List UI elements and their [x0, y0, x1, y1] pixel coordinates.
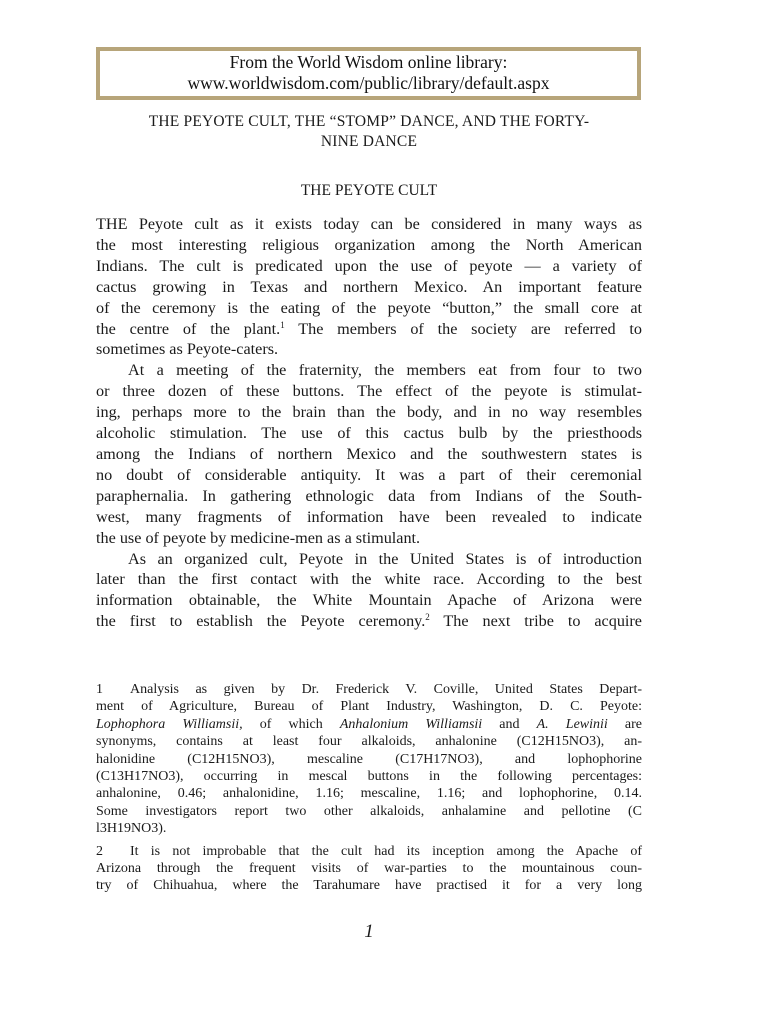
species-name: Lophophora Williamsii, — [96, 716, 243, 732]
text-line: no doubt of considerable antiquity. It was a part of their ceremonial — [96, 465, 642, 484]
footnote-ref-2[interactable]: 2 — [425, 612, 430, 623]
library-banner — [96, 47, 641, 100]
footnote-1 — [96, 681, 642, 838]
page-number: 1 — [364, 921, 374, 942]
species-name: A. Lewinii — [536, 716, 608, 732]
chapter-title-line-2: NINE DANCE — [320, 133, 418, 150]
text-segment: The next tribe to acquire — [429, 612, 642, 631]
text-segment: The members of the society are referred to — [284, 319, 642, 338]
text-line: ing, perhaps more to the brain than the body, and in no way resembles — [96, 403, 642, 422]
text-line — [96, 319, 642, 340]
footnote-2 — [96, 843, 642, 895]
chapter-title-line-1: THE PEYOTE CULT, THE “STOMP” DANCE, AND THE FORTY- — [148, 113, 590, 130]
footnote-ref-1[interactable]: 1 — [280, 319, 285, 330]
text-line: cactus growing in Texas and northern Mexico. An important feature — [96, 277, 642, 296]
section-title: THE PEYOTE CULT — [300, 182, 438, 199]
text-segment: Analysis as given by Dr. Frederick V. Coville, United States Depart- — [130, 682, 642, 697]
paragraph-2 — [96, 360, 642, 548]
paragraph-1 — [96, 214, 642, 360]
footnote-line: synonyms, contains at least four alkaloids, anhalonine (C12H15NO3), an- — [96, 734, 642, 750]
footnote-line — [96, 716, 642, 733]
footnote-line — [96, 681, 642, 698]
chapter-title — [96, 112, 642, 152]
text-line: later than the first contact with the white race. According to the best — [96, 570, 642, 589]
text-line: west, many fragments of information have been revealed to indicate — [96, 507, 642, 526]
footnote-line: halonidine (C12H15NO3), mescaline (C17H17NO3), and lophophorine — [96, 751, 642, 767]
text-line: the use of peyote by medicine-men as a stimulant. — [96, 528, 421, 547]
text-line: or three dozen of these buttons. The effect of the peyote is stimulat- — [96, 382, 642, 401]
footnote-line: Some investigators report two other alkaloids, anhalamine and pellotine (C — [96, 803, 642, 819]
footnote-number: 2 — [96, 843, 103, 859]
text-segment: and — [482, 716, 537, 732]
species-name: Anhalonium Williamsii — [339, 716, 483, 732]
text-segment: the first to establish the Peyote ceremony. — [96, 612, 426, 631]
text-line: Indians. The cult is predicated upon the use of peyote — a variety of — [96, 256, 642, 275]
banner-line-1: From the World Wisdom online library: — [229, 52, 508, 72]
text-line: THE Peyote cult as it exists today can be considered in many ways as — [96, 215, 642, 233]
footnote-line: (C13H17NO3), occurring in mescal buttons in the following percentages: — [96, 769, 642, 785]
footnote-line: anhalonine, 0.46; anhalonidine, 1.16; mescaline, 1.16; and lophophorine, 0.14. — [96, 786, 642, 802]
text-line: At a meeting of the fraternity, the members eat from four to two — [128, 361, 642, 380]
text-line: the most interesting religious organization among the North American — [96, 235, 642, 254]
text-line: among the Indians of northern Mexico and the southwestern states is — [96, 444, 642, 463]
text-line: As an organized cult, Peyote in the United States is of introduction — [128, 549, 642, 568]
footnote-line: l3H19NO3). — [96, 821, 167, 837]
text-line: alcoholic stimulation. The use of this cactus bulb by the priesthoods — [96, 424, 642, 443]
footnote-line — [96, 843, 642, 860]
text-segment: are — [607, 716, 642, 732]
text-line: of the ceremony is the eating of the peyote “button,” the small core at — [96, 298, 642, 317]
footnote-number: 1 — [96, 682, 103, 697]
text-segment: of which — [242, 716, 340, 732]
footnote-line: Arizona through the frequent visits of war-parties to the mountainous coun- — [96, 861, 642, 877]
paragraph-3 — [96, 549, 642, 633]
footnote-line: try of Chihuahua, where the Tarahumare have practised it for a very long — [96, 878, 642, 894]
text-line: sometimes as Peyote-caters. — [96, 340, 279, 359]
text-line: paraphernalia. In gathering ethnologic data from Indians of the South- — [96, 486, 642, 505]
text-line — [96, 611, 642, 632]
text-segment: the centre of the plant. — [96, 319, 281, 338]
footnote-line: ment of Agriculture, Bureau of Plant Industry, Washington, D. C. Peyote: — [96, 699, 642, 715]
text-line: information obtainable, the White Mountain Apache of Arizona were — [96, 591, 642, 610]
body-text — [96, 214, 642, 632]
text-segment: It is not improbable that the cult had its inception among the Apache of — [130, 843, 642, 859]
footnotes — [96, 681, 642, 900]
banner-url: www.worldwisdom.com/public/library/default.aspx — [187, 73, 550, 93]
